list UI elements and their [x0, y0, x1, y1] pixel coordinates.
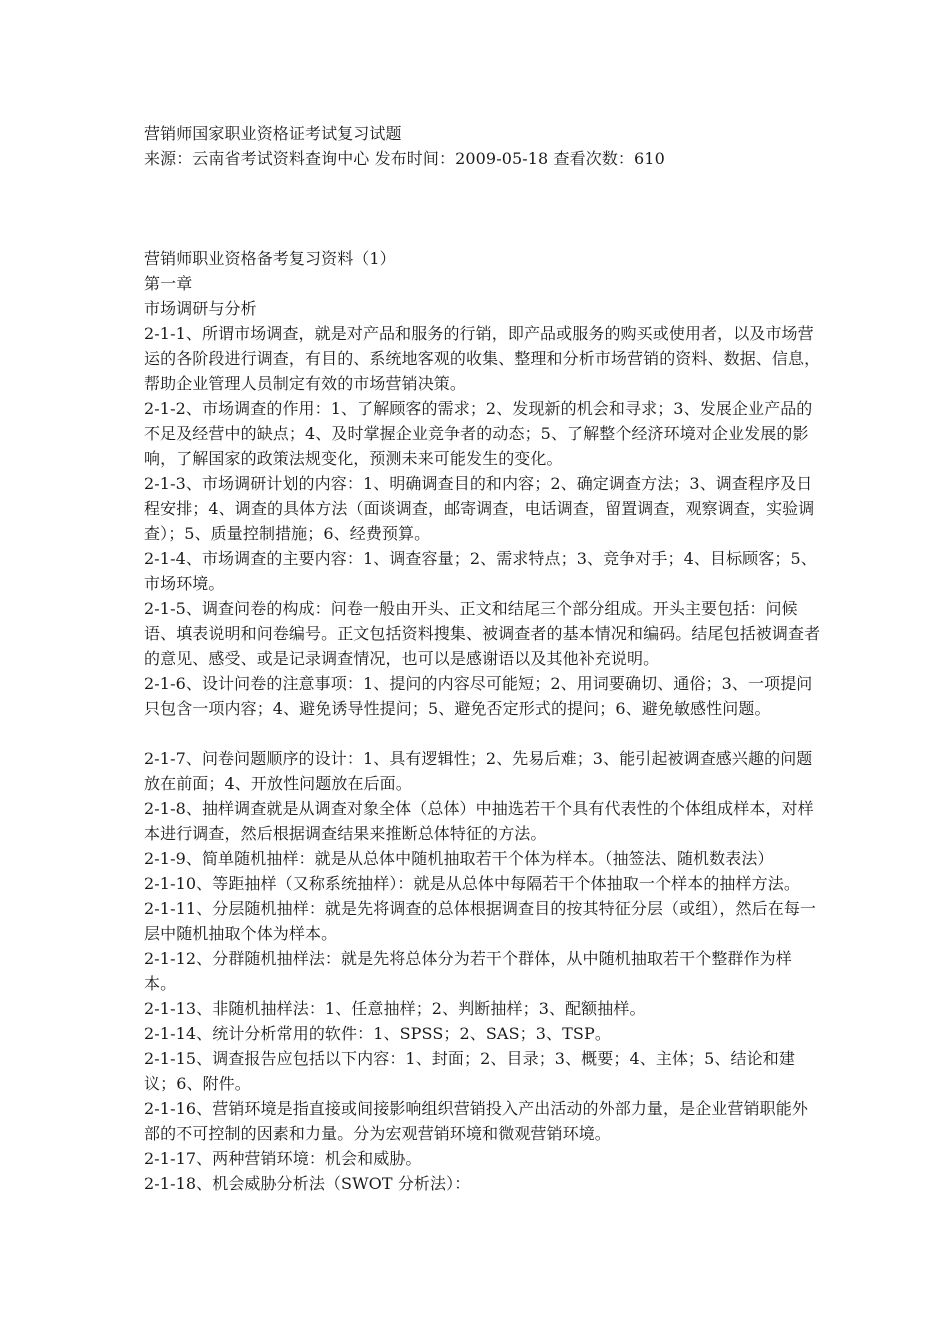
spacer	[144, 721, 824, 746]
paragraph-2-1-8: 2-1-8、抽样调查就是从调查对象全体（总体）中抽选若干个具有代表性的个体组成样本，对样本进行调查，然后根据调查结果来推断总体特征的方法。	[144, 799, 814, 843]
document-title: 营销师国家职业资格证考试复习试题	[144, 124, 402, 143]
paragraph-2-1-15: 2-1-15、调查报告应包括以下内容：1、封面；2、目录；3、概要；4、主体；5、结论和建议；6、附件。	[144, 1049, 795, 1093]
paragraph-2-1-6: 2-1-6、设计问卷的注意事项：1、提问的内容尽可能短；2、用词要确切、通俗；3、一项提问只包含一项内容；4、避免诱导性提问；5、避免否定形式的提问；6、避免敏感性问题。	[144, 674, 813, 718]
paragraph-2-1-13: 2-1-13、非随机抽样法：1、任意抽样；2、判断抽样；3、配额抽样。	[144, 999, 646, 1018]
paragraph-2-1-11: 2-1-11、分层随机抽样：就是先将调查的总体根据调查目的按其特征分层（或组），然后在每一层中随机抽取个体为样本。	[144, 899, 817, 943]
paragraph-2-1-2: 2-1-2、市场调查的作用：1、了解顾客的需求；2、发现新的机会和寻求；3、发展企业产品的不足及经营中的缺点；4、及时掌握企业竞争者的动态；5、了解整个经济环境对企业发展的影响，了解国家的政策法规变化，预测未来可能发生的变化。	[144, 399, 813, 468]
paragraph-2-1-1: 2-1-1、所谓市场调查，就是对产品和服务的行销，即产品或服务的购买或使用者，以及市场营运的各阶段进行调查，有目的、系统地客观的收集、整理和分析市场营销的资料、数据、信息，帮助企业管理人员制定有效的市场营销决策。	[144, 324, 821, 393]
paragraph-2-1-12: 2-1-12、分群随机抽样法：就是先将总体分为若干个群体，从中随机抽取若干个整群作为样本。	[144, 949, 792, 993]
subject-label: 市场调研与分析	[144, 299, 257, 318]
paragraph-2-1-7: 2-1-7、问卷问题顺序的设计：1、具有逻辑性；2、先易后难；3、能引起被调查感兴趣的问题放在前面；4、开放性问题放在后面。	[144, 749, 813, 793]
section-heading: 营销师职业资格备考复习资料（1）	[144, 249, 396, 268]
chapter-label: 第一章	[144, 274, 193, 293]
spacer	[144, 171, 824, 246]
document-meta: 来源：云南省考试资料查询中心 发布时间：2009-05-18 查看次数：610	[144, 149, 665, 168]
paragraph-2-1-16: 2-1-16、营销环境是指直接或间接影响组织营销投入产出活动的外部力量，是企业营销职能外部的不可控制的因素和力量。分为宏观营销环境和微观营销环境。	[144, 1099, 808, 1143]
paragraph-2-1-10: 2-1-10、等距抽样（又称系统抽样）：就是从总体中每隔若干个体抽取一个样本的抽样方法。	[144, 874, 800, 893]
paragraph-2-1-5: 2-1-5、调查问卷的构成：问卷一般由开头、正文和结尾三个部分组成。开头主要包括：问候语、填表说明和问卷编号。正文包括资料搜集、被调查者的基本情况和编码。结尾包括被调查者的意见、感受、或是记录调查情况，也可以是感谢语以及其他补充说明。	[144, 599, 821, 668]
paragraph-2-1-4: 2-1-4、市场调查的主要内容：1、调查容量；2、需求特点；3、竞争对手；4、目标顾客；5、市场环境。	[144, 549, 817, 593]
paragraph-2-1-14: 2-1-14、统计分析常用的软件：1、SPSS；2、SAS；3、TSP。	[144, 1024, 611, 1043]
paragraph-2-1-17: 2-1-17、两种营销环境：机会和威胁。	[144, 1149, 422, 1168]
paragraph-2-1-9: 2-1-9、简单随机抽样：就是从总体中随机抽取若干个体为样本。（抽签法、随机数表法）	[144, 849, 774, 868]
paragraph-2-1-18: 2-1-18、机会威胁分析法（SWOT 分析法）：	[144, 1174, 471, 1193]
document-page	[144, 121, 824, 1196]
paragraph-2-1-3: 2-1-3、市场调研计划的内容：1、明确调查目的和内容；2、确定调查方法；3、调查程序及日程安排；4、调查的具体方法（面谈调查，邮寄调查，电话调查，留置调查，观察调查，实验调查）；5、质量控制措施；6、经费预算。	[144, 474, 815, 543]
